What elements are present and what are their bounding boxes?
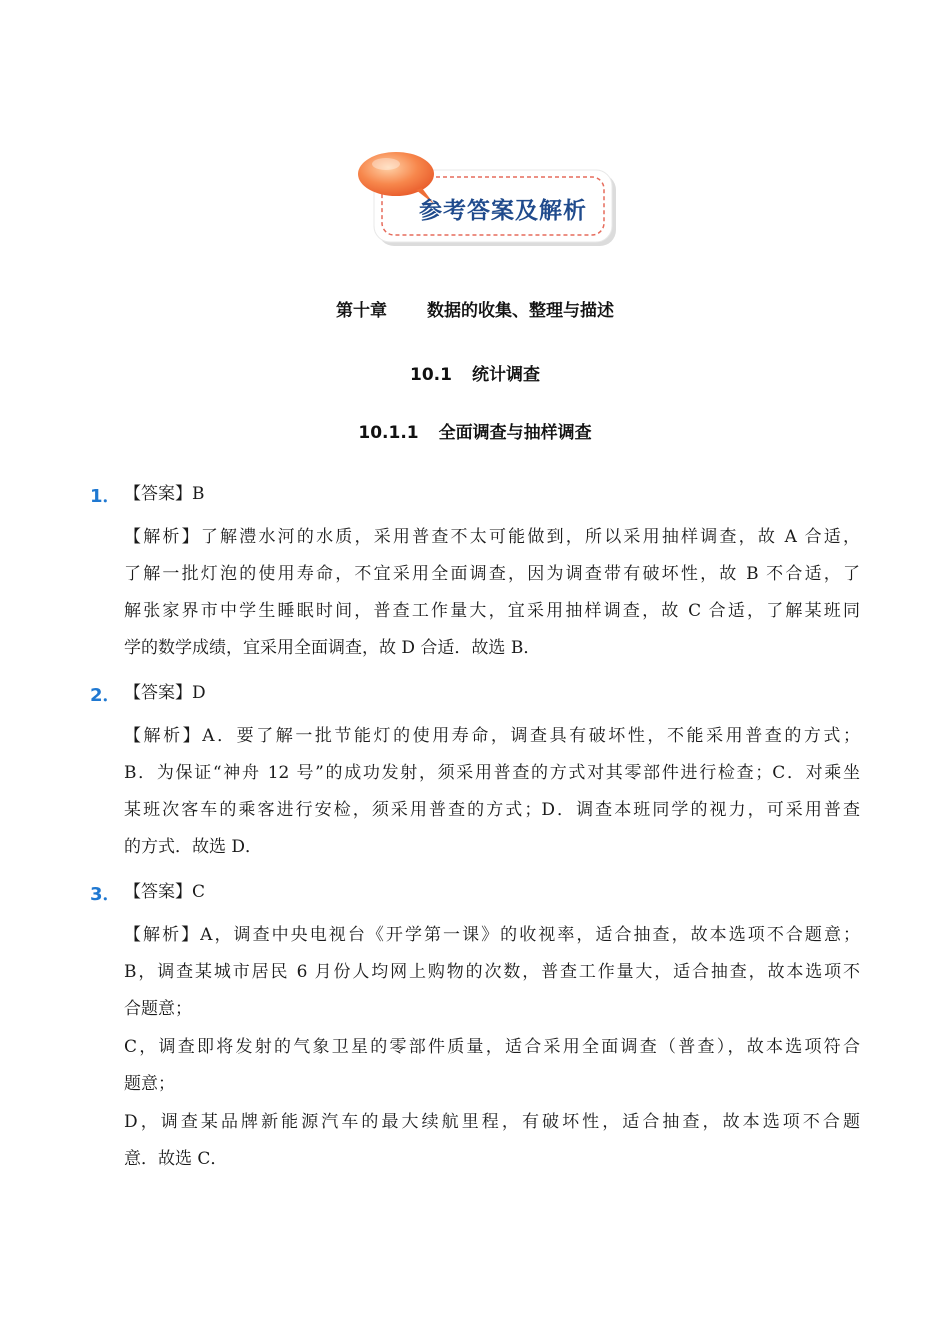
analysis-line: 【解析】A，调查中央电视台《开学第一课》的收视率，适合抽查，故本选项不合题意；	[124, 925, 860, 945]
analysis-line: D，调查某品牌新能源汽车的最大续航里程，有破坏性，适合抽查，故本选项不合题	[124, 1112, 860, 1132]
section-heading	[0, 360, 950, 385]
chapter-heading	[0, 296, 950, 321]
banner-title: 参考答案及解析	[419, 198, 587, 224]
question-number: 2．	[90, 685, 121, 706]
chapter-title: 数据的收集、整理与描述	[427, 301, 614, 321]
analysis-line: 某班次客车的乘客进行安检，须采用普查的方式；D．调查本班同学的视力，可采用普查	[124, 800, 860, 820]
subsection-number: 10.1.1	[358, 423, 419, 443]
analysis-line: 意．故选 C．	[124, 1149, 228, 1169]
answer-line: 【答案】C	[124, 882, 206, 902]
analysis-line: 【解析】A．要了解一批节能灯的使用寿命，调查具有破坏性，不能采用普查的方式；	[124, 726, 860, 746]
question-number: 1．	[90, 486, 121, 507]
section-number: 10.1	[410, 365, 452, 385]
analysis-line: 合题意；	[124, 999, 192, 1019]
answer-line: 【答案】D	[124, 683, 206, 703]
analysis-line: 学的数学成绩，宜采用全面调查，故 D 合适．故选 B．	[124, 638, 541, 658]
chapter-number: 第十章	[336, 301, 387, 321]
subsection-title: 全面调查与抽样调查	[438, 423, 592, 443]
analysis-line: 的方式．故选 D．	[124, 837, 263, 857]
analysis-line: 【解析】了解澧水河的水质，采用普查不太可能做到，所以采用抽样调查，故 A 合适，	[124, 527, 860, 547]
analysis-line: B，调查某城市居民 6 月份人均网上购物的次数，普查工作量大，适合抽查，故本选项不	[124, 962, 860, 982]
answer-line: 【答案】B	[124, 484, 205, 504]
answer-key-banner	[356, 150, 622, 250]
analysis-line: 题意；	[124, 1074, 175, 1094]
subsection-heading	[0, 418, 950, 443]
analysis-line: B．为保证“神舟 12 号”的成功发射，须采用普查的方式对其零部件进行检查；C．对乘坐	[124, 763, 860, 783]
analysis-line: 解张家界市中学生睡眠时间，普查工作量大，宜采用抽样调查，故 C 合适，了解某班同	[124, 601, 860, 621]
section-title: 统计调查	[471, 365, 540, 385]
analysis-line: C，调查即将发射的气象卫星的零部件质量，适合采用全面调查（普查），故本选项符合	[124, 1037, 860, 1057]
question-number: 3．	[90, 884, 121, 905]
analysis-line: 了解一批灯泡的使用寿命，不宜采用全面调查，因为调查带有破坏性，故 B 不合适，了	[124, 564, 860, 584]
